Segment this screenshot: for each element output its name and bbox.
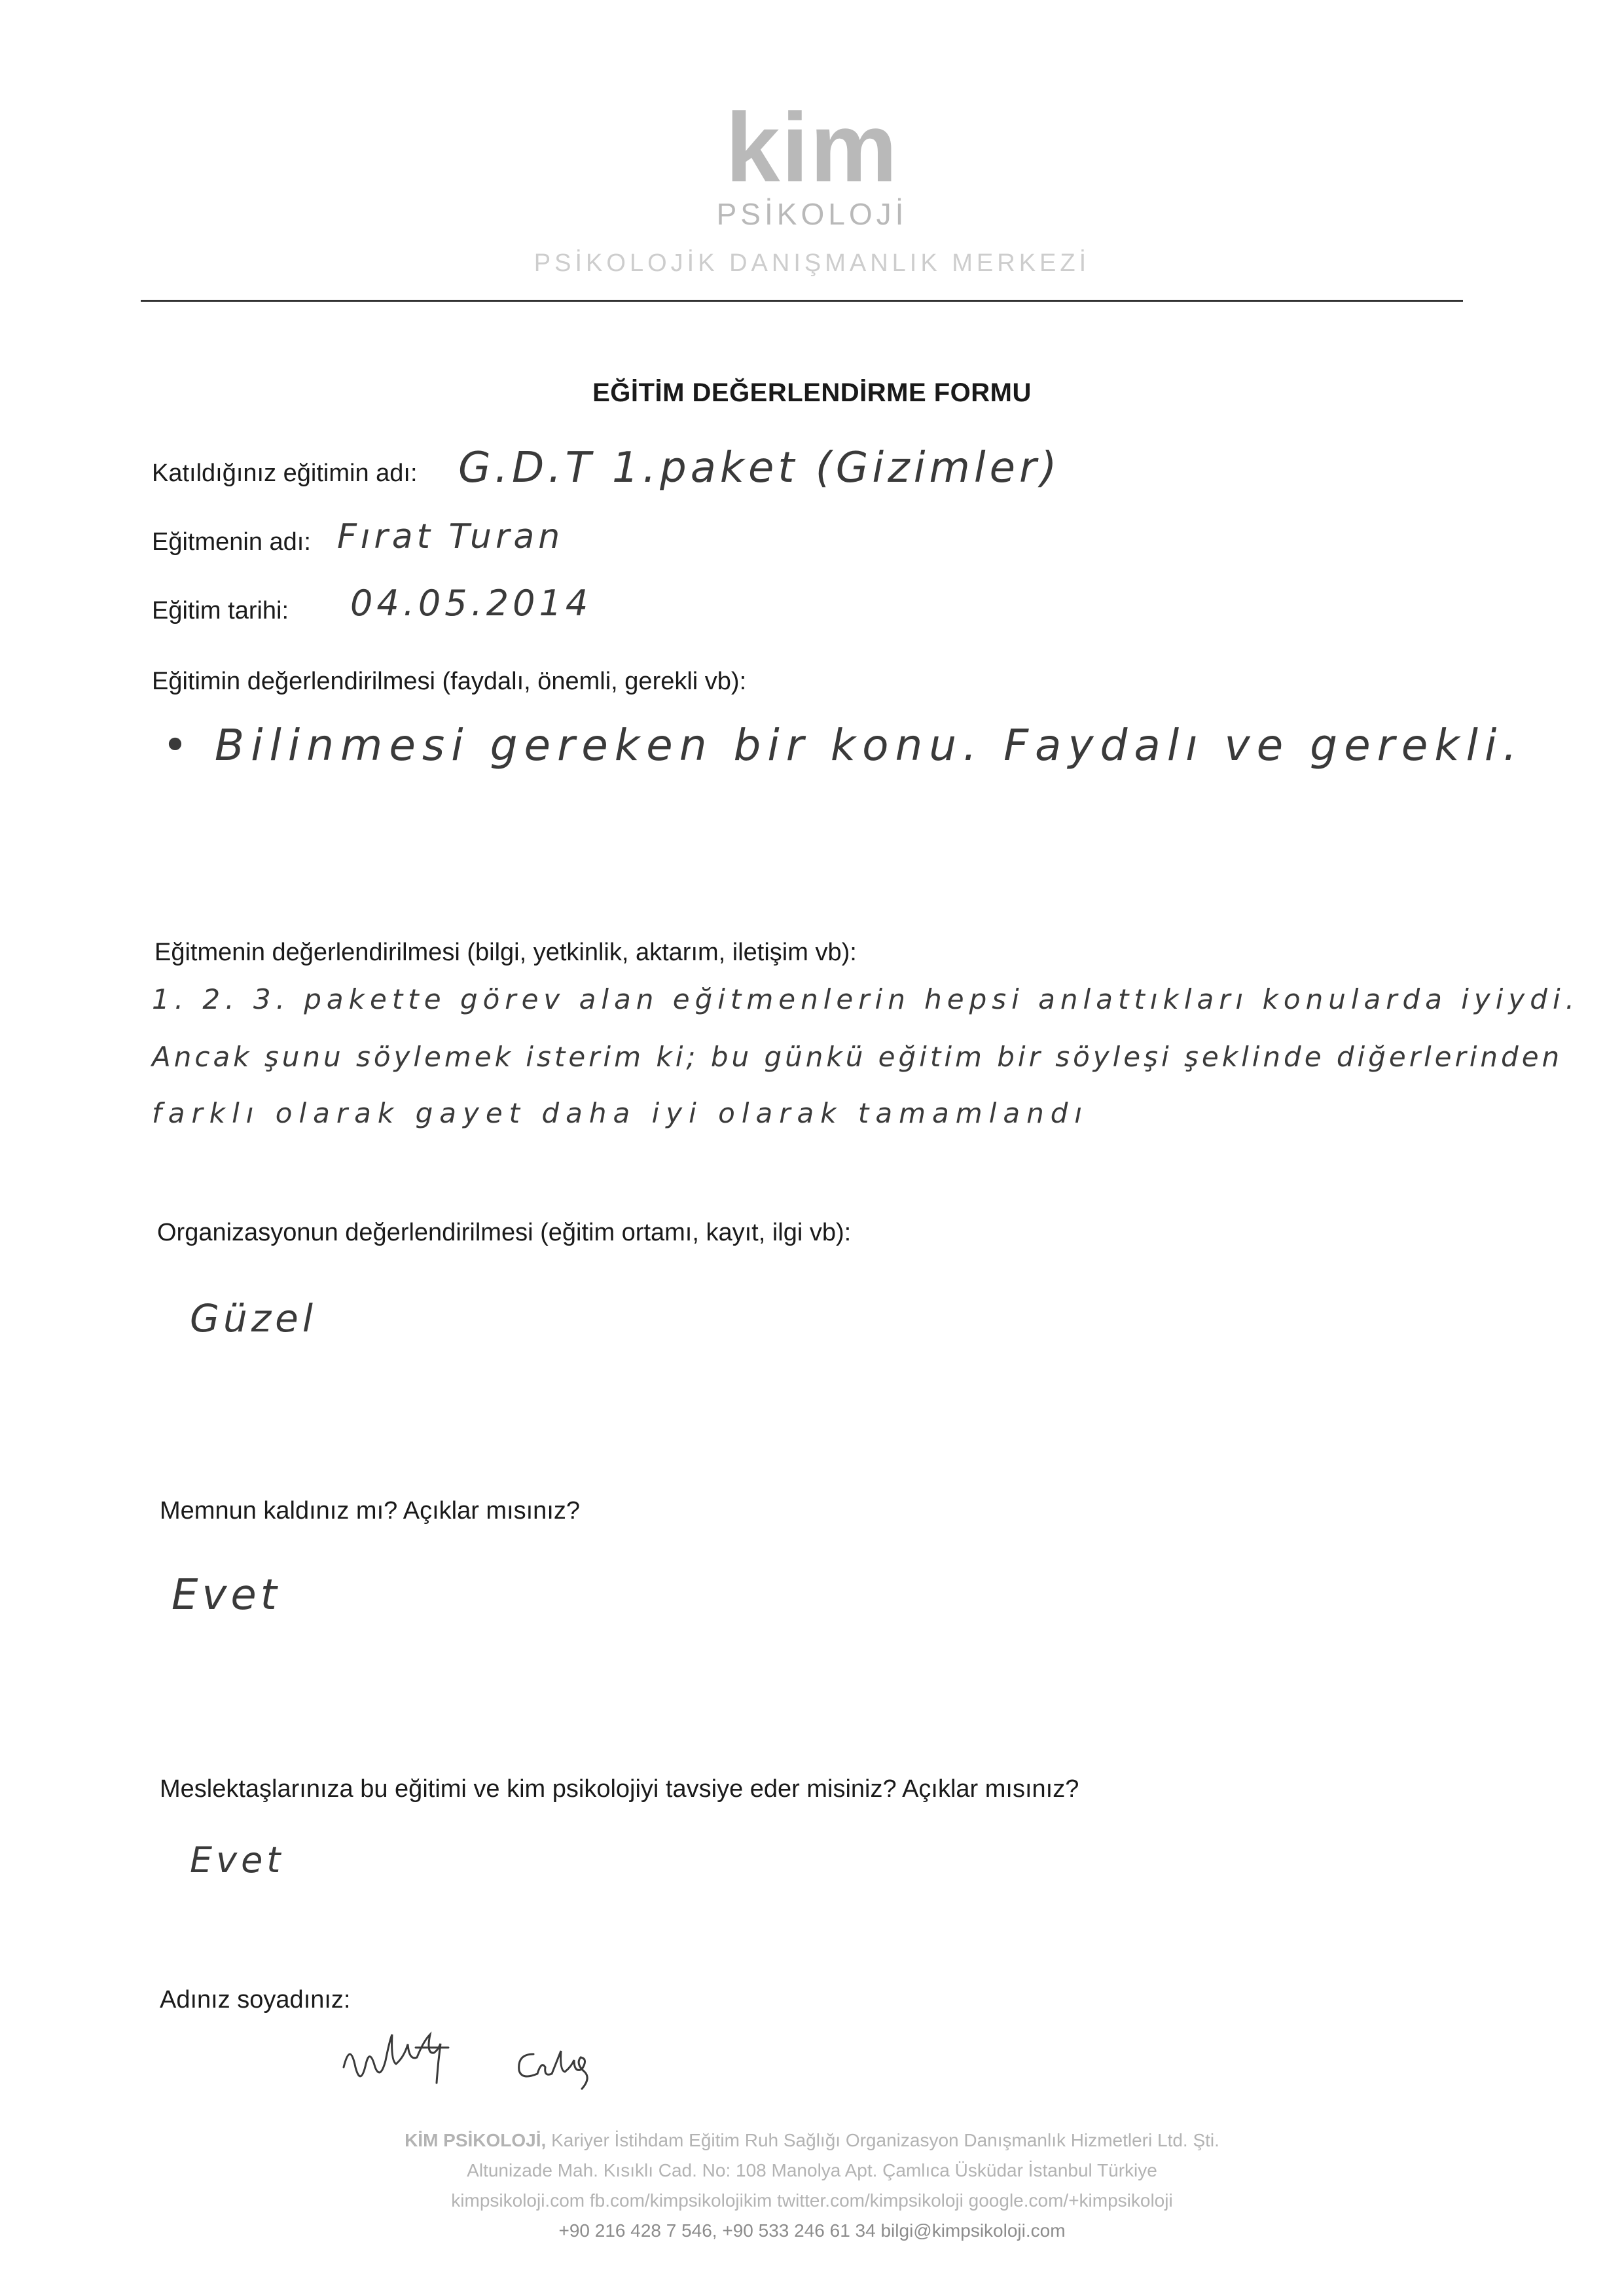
trainer-eval-line-1: 1. 2. 3. pakette görev alan eğitmenlerin hepsi anlattıkları konularda iyiydi. — [152, 983, 1579, 1015]
logo — [0, 92, 1624, 279]
training-name-label: Katıldığınız eğitimin adı: — [152, 460, 418, 487]
training-date-value: 04.05.2014 — [350, 583, 592, 624]
organization-eval-value: Güzel — [190, 1296, 317, 1341]
footer-line-1 — [0, 2125, 1624, 2156]
footer-company: Kariyer İstihdam Eğitim Ruh Sağlığı Organizasyon Danışmanlık Hizmetleri Ltd. Şti. — [546, 2130, 1219, 2150]
trainer-eval-line-2: Ancak şunu söylemek isterim ki; bu günkü eğitim bir söyleşi şeklinde diğerlerinden — [152, 1041, 1563, 1073]
trainer-eval-line-3: farklı olarak gayet daha iyi olarak tamamlandı — [152, 1097, 1089, 1129]
training-name-value: G.D.T 1.paket (Gizimler) — [458, 444, 1061, 492]
organization-eval-label: Organizasyonun değerlendirilmesi (eğitim ortamı, kayıt, ilgi vb): — [157, 1219, 852, 1246]
trainer-eval-label: Eğitmenin değerlendirilmesi (bilgi, yetkinlik, aktarım, iletişim vb): — [154, 939, 857, 966]
footer-brand: KİM PSİKOLOJİ, — [405, 2130, 547, 2150]
logo-sub: PSİKOLOJİ — [716, 197, 908, 231]
logo-brand: kim — [725, 92, 899, 202]
recommend-label: Meslektaşlarınıza bu eğitimi ve kim psikolojiyi tavsiye eder misiniz? Açıklar mısınız? — [160, 1775, 1079, 1803]
logo-tagline: PSİKOLOJİK DANIŞMANLIK MERKEZİ — [533, 249, 1091, 277]
footer-address: Altunizade Mah. Kısıklı Cad. No: 108 Manolya Apt. Çamlıca Üsküdar İstanbul Türkiye — [467, 2160, 1157, 2180]
footer — [0, 2125, 1624, 2246]
satisfaction-value: Evet — [171, 1571, 281, 1619]
recommend-value: Evet — [190, 1839, 285, 1881]
full-name-label: Adınız soyadınız: — [160, 1986, 351, 2014]
form-title: EĞİTİM DEĞERLENDİRME FORMU — [592, 378, 1032, 407]
footer-links: kimpsikoloji.com fb.com/kimpsikolojikim twitter.com/kimpsikoloji google.com/+kimpsikoloji — [451, 2190, 1173, 2211]
signature — [337, 2021, 651, 2100]
training-eval-line: • Bilinmesi gereken bir konu. Faydalı ve gerekli. — [162, 720, 1524, 770]
training-eval-label: Eğitimin değerlendirilmesi (faydalı, önemli, gerekli vb): — [152, 668, 747, 695]
header-divider — [141, 300, 1463, 302]
training-date-label: Eğitim tarihi: — [152, 597, 289, 624]
trainer-name-value: Fırat Turan — [337, 517, 564, 556]
satisfaction-label: Memnun kaldınız mı? Açıklar mısınız? — [160, 1497, 581, 1525]
trainer-name-label: Eğitmenin adı: — [152, 528, 311, 556]
footer-contact: +90 216 428 7 546, +90 533 246 61 34 bilgi@kimpsikoloji.com — [558, 2220, 1066, 2241]
